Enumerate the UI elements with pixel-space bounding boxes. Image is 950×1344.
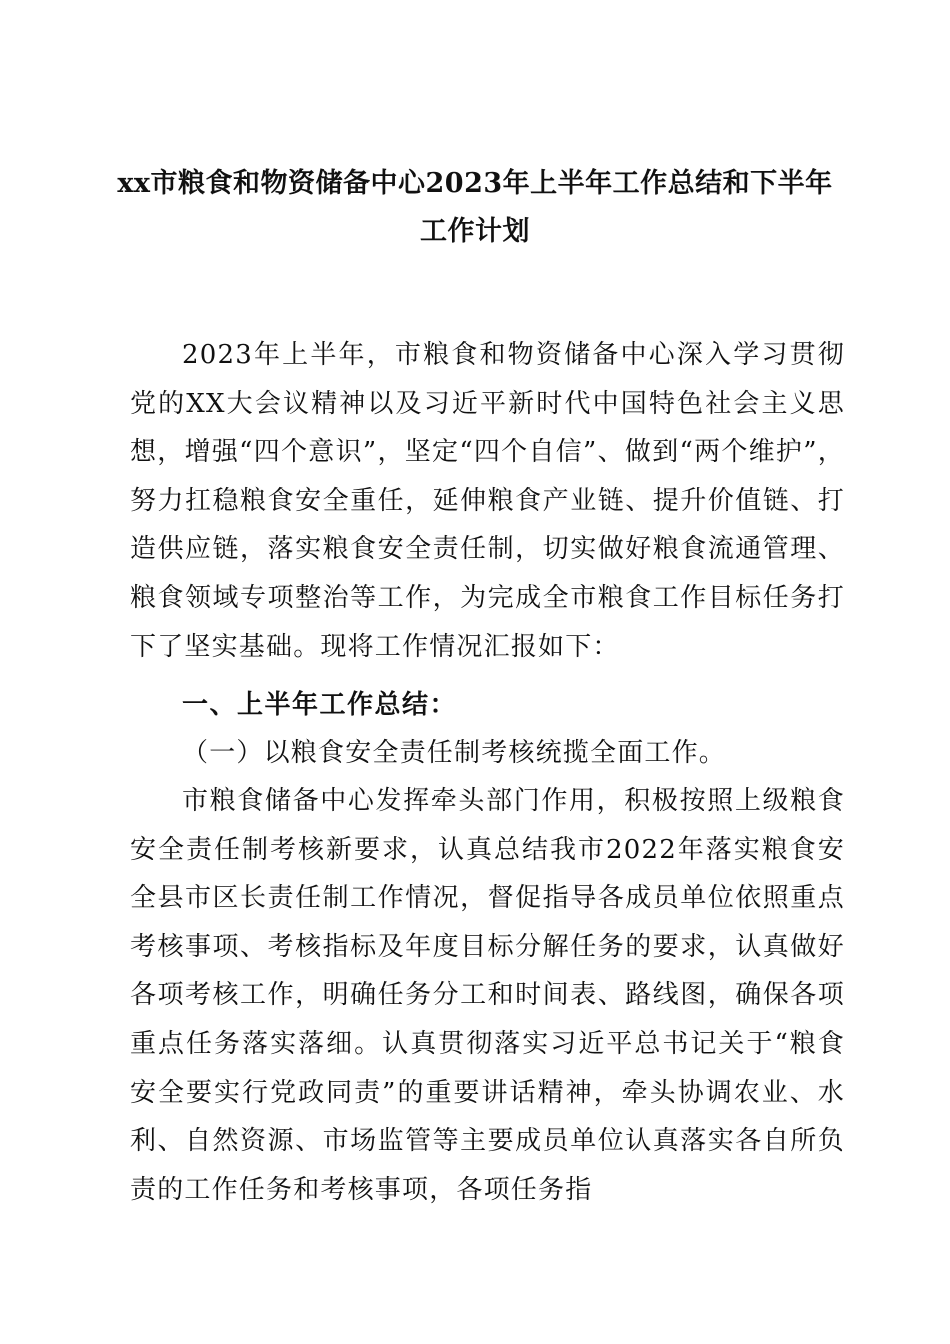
- document-title: xx市粮食和物资储备中心2023年上半年工作总结和下半年工作计划: [117, 168, 833, 247]
- intro-paragraph: 2023年上半年，市粮食和物资储备中心深入学习贯彻党的XX大会议精神以及习近平新时代中国特色社会主义思想，增强“四个意识”，坚定“四个自信”、做到“两个维护”，努力扛稳粮食安全重任，延伸粮食产业链、提升价值链、打造供应链，落实粮食安全责任制，切实做好粮食流通管理、粮食领域专项整治等工作，为完成全市粮食工作目标任务打下了坚实基础。现将工作情况汇报如下：: [130, 340, 845, 662]
- section-heading: 一、上半年工作总结：: [182, 690, 458, 720]
- subsection-heading: （一）以粮食安全责任制考核统揽全面工作。: [182, 738, 727, 768]
- body-paragraph: 市粮食储备中心发挥牵头部门作用，积极按照上级粮食安全责任制考核新要求，认真总结我市2022年落实粮食安全县市区长责任制工作情况，督促指导各成员单位依照重点考核事项、考核指标及年度目标分解任务的要求，认真做好各项考核工作，明确任务分工和时间表、路线图，确保各项重点任务落实落细。认真贯彻落实习近平总书记关于“粮食安全要实行党政同责”的重要讲话精神，牵头协调农业、水利、自然资源、市场监管等主要成员单位认真落实各自所负责的工作任务和考核事项，各项任务指: [130, 786, 845, 1205]
